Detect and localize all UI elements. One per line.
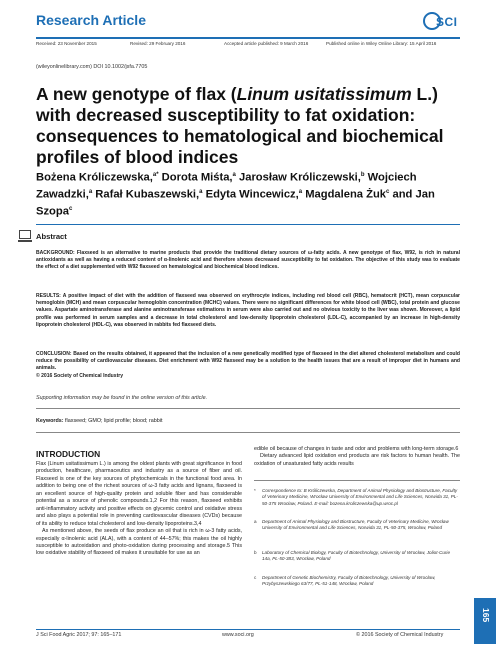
divider [36, 432, 460, 433]
author: and Jan Szopa [36, 188, 435, 219]
footnote-correspondence: * Correspondence to: B Króliczewska, Department of Animal Physiology and Biostructure, Faculty of Veterinary Medicine, Wrocław University of Environmental and Life Sciences, Norwida 31, PL-50-375 Wrocław, Poland. E-mail: bozena.kroliczewska@up.wroc.pl [254, 488, 458, 506]
abstract-heading: Abstract [36, 232, 67, 241]
journal-citation: J Sci Food Agric 2017; 97: 165–171 [36, 632, 122, 638]
journal-url[interactable]: www.soci.org [222, 632, 254, 638]
abstract-rule [36, 224, 460, 225]
received-date: Received: 23 November 2015 [36, 41, 97, 46]
supporting-info: Supporting information may be found in the online version of this article. [36, 395, 208, 401]
keywords: Keywords: flaxseed; GMO; lipid profile; blood; rabbit [36, 418, 163, 424]
logo-text: SCI [436, 15, 458, 29]
page-number: 165 [481, 608, 491, 623]
intro-left-column [36, 461, 242, 558]
author: Rafał Kubaszewski, [92, 188, 200, 201]
intro-paragraph: As mentioned above, the seeds of flax produce an oil that is rich in ω-3 fatty acids, especially α-linolenic acid (ALA), with a content of 44–57%; this makes the oil highly susceptible to autoxidation and photo-oxidation during processing and storage.5 This low oxidative stability of flaxseed oil makes it unsuitable for use as an [36, 528, 242, 557]
footer-copyright: © 2016 Society of Chemical Industry [356, 632, 444, 638]
author: Magdalena Żuk [302, 188, 387, 201]
author: Wojciech Zawadzki, [36, 171, 417, 201]
author: Jarosław Króliczewski, [235, 171, 361, 184]
sci-logo [423, 10, 463, 32]
author: Edyta Wincewicz, [202, 188, 299, 201]
introduction-heading: INTRODUCTION [36, 449, 101, 459]
revised-date: Revised: 29 February 2016 [130, 41, 186, 46]
author-list: Bożena Króliczewska,$^{a*}$ Dorota Miśta,$^a$ Jarosław Króliczewski,$^b$ Wojciech Zawadzki,$^a$ Rafał Kubaszewski,$^a$ Edyta Wincewicz,$^a$ Magdalena Żuk$^c$ and Jan Szopa$^c$ [36, 171, 435, 219]
author: Bożena Króliczewska, [36, 171, 153, 184]
footnote-affiliation-a: a Department of Animal Physiology and Biostructure, Faculty of Veterinary Medicine, Wrocław University of Environmental and Life Sciences, Norwida 31, PL-50-375, Wrocław, Poland [254, 519, 449, 531]
abstract-conclusion: CONCLUSION: Based on the results obtained, it appeared that the inclusion of a new genetically modified type of flaxseed in the diet altered cholesterol metabolism and could reduce the possibility of cardiovascular diseases. Diet enrichment with W92 flaxseed may be a solution to the health issues that are a result of improper diet in humans and animals. [36, 351, 460, 372]
intro-paragraph: edible oil because of changes in taste and odor and problems with long-term storage.6 [254, 446, 459, 452]
author: Dorota Miśta, [158, 171, 233, 184]
footnote-rule [254, 480, 460, 481]
intro-right-column [254, 446, 460, 468]
abstract-conclusion-block [36, 351, 460, 380]
doi-line[interactable]: (wileyonlinelibrary.com) DOI 10.1002/jsfa.7705 [36, 64, 148, 70]
footer-rule [36, 629, 460, 630]
footnote-affiliation-b: b Laboratory of Chemical Biology, Faculty of Biotechnology, University of Wrocław, Joliot-Curie 14a, PL-50-383, Wrocław, Poland [254, 550, 450, 562]
header-rule [36, 37, 460, 39]
abstract-background: BACKGROUND: Flaxseed is an alternative to marine products that provide the traditional dietary sources of ω-fatty acids. A new genotype of flax, W92, is rich in natural antioxidants as well as having a reduced content of α-linolenic acid and therefore shows decreased susceptibility to fat oxidation. The objective of this study was to evaluate the effect of a diet supplemented with W92 flaxseed on hematological and biochemical blood indices. [36, 250, 460, 271]
publication-dates [36, 41, 460, 51]
online-date: Published online in Wiley Online Library: 15 April 2016 [326, 41, 437, 46]
page-number-tab [474, 598, 496, 644]
intro-paragraph: Flax (Linum usitatissimum L.) is among the oldest plants with great significance in food production, healthcare, pharmaceutics and industry as a source of fiber and oil. Flaxseed is one of the key sources of phytochemicals in the functional food area. In addition to being one of the richest sources of ω-3 fatty acids and lignans, flaxseed is an excellent source of high-quality protein and soluble fiber and has considerable potential as a source of phenolic compounds.1,2 For this reason, flaxseed exhibits anti-inflammatory activity and positive effects on glycemic control and oxidative stress and also plays a potential role in preventing cardiovascular diseases (CVDs) because of its ability to reduce total cholesterol and low-density lipoproteins.3,4 [36, 461, 242, 527]
section-label: Research Article [36, 12, 146, 28]
footnote-affiliation-c: c Department of Genetic Biochemistry, Faculty of Biotechnology, University of Wrocław, Przybyszewskiego 63/77, PL-51-148, Wrocław, Poland [254, 575, 436, 587]
abstract-results: RESULTS: A positive impact of diet with the addition of flaxseed was observed on erythrocyte indices, including red blood cell (RBC), hematocrit (HCT), mean corpuscular hemoglobin (MCH) and mean corpuscular hemoglobin concentration (MCHC) values. There were no significant differences for white blood cell (WBC), total protein and glucose values. Aspartate aminotransferase and alanine aminotransferase estimations in serum were also carried out and no obvious toxicity to the liver was shown. Moreover, a lipid profile was performed in serum samples and a decrease in total cholesterol and low-density lipoprotein cholesterol (LDL-C), accompanied by an increase in high-density lipoprotein cholesterol (HDL-C), was observed in rabbits fed flaxseed diets. [36, 293, 460, 328]
article-title: A new genotype of flax (Linum usitatissimum L.) with decreased susceptibility to fat oxidation: consequences to hematological and biochemical profiles of blood indices [36, 84, 444, 167]
accepted-date: Accepted article published: 9 March 2016 [224, 41, 309, 46]
intro-paragraph: Dietary advanced lipid oxidation end products are risk factors to human health. The oxidation of unsaturated fatty acids results [254, 453, 460, 467]
computer-icon [18, 230, 32, 243]
abstract-copyright: © 2016 Society of Chemical Industry [36, 372, 124, 379]
divider [36, 408, 460, 409]
